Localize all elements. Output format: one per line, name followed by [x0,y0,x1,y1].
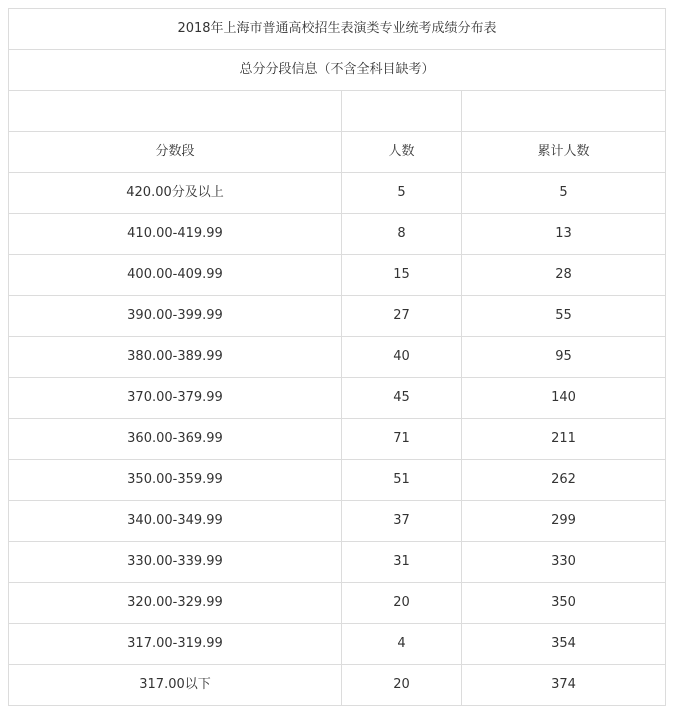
cumulative-count-cell: 211 [462,419,666,460]
cumulative-count-cell: 350 [462,583,666,624]
table-subtitle: 总分分段信息（不含全科目缺考） [9,50,666,91]
cumulative-count-cell: 95 [462,337,666,378]
score-range-cell: 340.00-349.99 [9,501,342,542]
table-row [9,501,666,542]
count-cell: 4 [342,624,462,665]
count-cell: 20 [342,665,462,706]
header-score-range: 分数段 [9,132,342,173]
count-cell: 51 [342,460,462,501]
score-range-cell: 370.00-379.99 [9,378,342,419]
table-row [9,624,666,665]
count-cell: 27 [342,296,462,337]
table-row [9,542,666,583]
score-range-cell: 380.00-389.99 [9,337,342,378]
count-cell: 20 [342,583,462,624]
score-range-cell: 317.00以下 [9,665,342,706]
cumulative-count-cell: 140 [462,378,666,419]
cumulative-count-cell: 299 [462,501,666,542]
table-row [9,665,666,706]
score-range-cell: 350.00-359.99 [9,460,342,501]
spacer-row [9,91,666,132]
header-row [9,132,666,173]
table-row [9,419,666,460]
score-range-cell: 320.00-329.99 [9,583,342,624]
table-row [9,337,666,378]
cumulative-count-cell: 28 [462,255,666,296]
score-range-cell: 420.00分及以上 [9,173,342,214]
empty-cell [342,91,462,132]
cumulative-count-cell: 374 [462,665,666,706]
cumulative-count-cell: 354 [462,624,666,665]
cumulative-count-cell: 13 [462,214,666,255]
header-count: 人数 [342,132,462,173]
count-cell: 8 [342,214,462,255]
header-cumulative: 累计人数 [462,132,666,173]
score-range-cell: 330.00-339.99 [9,542,342,583]
table-row [9,378,666,419]
title-row [9,9,666,50]
table-row [9,583,666,624]
count-cell: 71 [342,419,462,460]
score-range-cell: 317.00-319.99 [9,624,342,665]
score-distribution-table [8,8,666,706]
cumulative-count-cell: 262 [462,460,666,501]
subtitle-row [9,50,666,91]
count-cell: 15 [342,255,462,296]
table-row [9,296,666,337]
cumulative-count-cell: 55 [462,296,666,337]
table-row [9,214,666,255]
cumulative-count-cell: 330 [462,542,666,583]
cumulative-count-cell: 5 [462,173,666,214]
score-range-cell: 390.00-399.99 [9,296,342,337]
count-cell: 5 [342,173,462,214]
score-range-cell: 360.00-369.99 [9,419,342,460]
table-row [9,255,666,296]
score-range-cell: 410.00-419.99 [9,214,342,255]
table-title: 2018年上海市普通高校招生表演类专业统考成绩分布表 [9,9,666,50]
count-cell: 37 [342,501,462,542]
count-cell: 31 [342,542,462,583]
empty-cell [9,91,342,132]
table-row [9,460,666,501]
count-cell: 45 [342,378,462,419]
empty-cell [462,91,666,132]
score-range-cell: 400.00-409.99 [9,255,342,296]
count-cell: 40 [342,337,462,378]
table-row [9,173,666,214]
